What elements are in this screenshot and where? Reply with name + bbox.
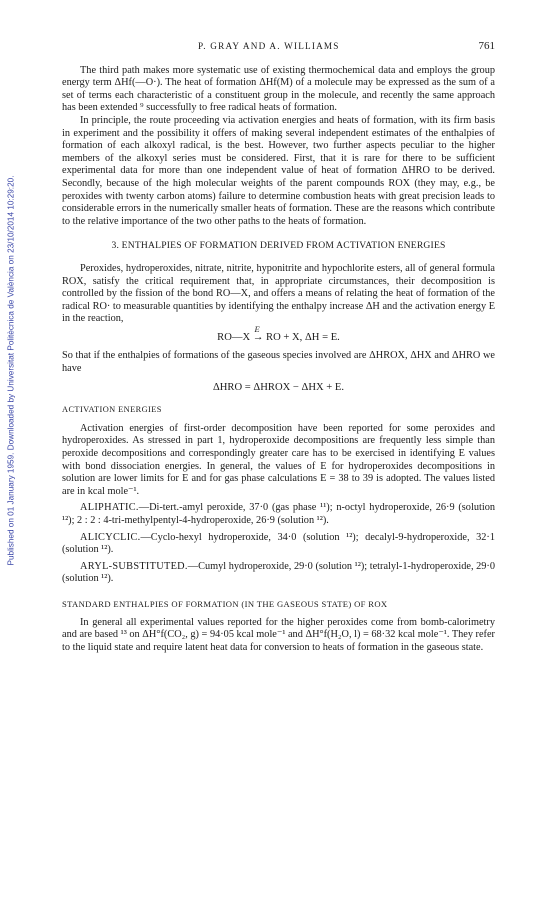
paragraph-activation-energies: Activation energies of first-order decomposition have been reported for some peroxides and hydroperoxides. As stressed in part 1, hydroperoxide decompositions are frequently less simple than peroxide decompositions and correspondingly greater care has to be exercised in identifying E values with bond dissociation energies. In general, the values of E for hydroperoxides decompositions in solution are lower limits for E and for gas phase calculations E = 38 to 39 is adopted. The values listed are in kcal mole⁻¹. bbox=[62, 422, 495, 497]
list-item-alicyclic bbox=[62, 532, 495, 557]
page-header bbox=[62, 40, 495, 53]
running-head: P. GRAY AND A. WILLIAMS bbox=[198, 41, 340, 51]
list-item-aryl bbox=[62, 561, 495, 586]
list-item-label: ALICYCLIC. bbox=[80, 531, 141, 543]
page-content bbox=[62, 40, 495, 654]
equation-arrow-label: E bbox=[254, 323, 260, 334]
equation-bond-fission bbox=[62, 323, 495, 345]
subheading-activation-energies: ACTIVATION ENERGIES bbox=[62, 405, 162, 415]
download-notice bbox=[4, 120, 18, 620]
equation-text: ΔHRO = ΔHROX − ΔHX + E. bbox=[212, 381, 345, 393]
paragraph-route-comparison: In principle, the route proceeding via activation energies and heats of formation, with its firm basis in experiment and the possibility it offers of making several independent estimates of the enthalpies of formation of each alkoxyl radical, is the best. However, two further aspects peculiar to the higher members of the alkoxyl series must be considered. First, that it is rare for there to be sufficient experimental data for more than one independent value of heat of formation ΔHRO to be derived. Secondly, because of the high molecular weights of the parent compounds ROX (they may, e.g., be peroxides with twenty carbon atoms) failure to determine combustion heats with great precision leads to considerable errors in the numerically smaller heats of formation. These are the reasons which contribute to the relative importance of the two other paths to the heats of formation. bbox=[62, 114, 495, 227]
list-item-text: —Di-tert.-amyl peroxide, 37·0 (gas phase ¹¹); n-octyl hydroperoxide, 26·9 (solution ¹²); 2 : 2 : 4-tri-methylpentyl-4-hydroperoxide, 26·9 (solution ¹²). bbox=[62, 502, 495, 526]
list-item-text: —Cumyl hydroperoxide, 29·0 (solution ¹²); tetralyl-1-hydroperoxide, 29·0 (solution ¹²). bbox=[62, 560, 495, 585]
equation-heat-of-formation bbox=[62, 382, 495, 395]
paragraph-group-energy: The third path makes more systematic use of existing thermochemical data and employs the group energy term ΔHf(—O·). The heat of formation ΔHf(M) of a molecule may be expressed as the sum of a set of terms each characteristic of a constituent group in the molecule, and recently the same approach has been extended ⁹ successfully to free radical heats of formation. bbox=[62, 64, 495, 114]
list-item-label: ALIPHATIC. bbox=[80, 502, 139, 514]
equation-text: RO—X → RO + X, ΔH = E. bbox=[217, 331, 340, 343]
download-notice-text: Published on 01 January 1959. Downloaded by Universitat Politècnica de València on 23/10/2014 10:29:20. bbox=[6, 175, 16, 565]
page-number: 761 bbox=[478, 40, 495, 52]
paragraph-rox-compounds: Peroxides, hydroperoxides, nitrate, nitrite, hyponitrite and hypochlorite esters, all of general formula ROX, satisfy the critical requirement that, in appropriate circumstances, their decomposition is controlled by the fission of the bond RO—X, and offers a means of relating the heat of formation of the radical RO· to measurable quantities by identifying the enthalpy increase ΔH and the activation energy E in the reaction, bbox=[62, 262, 495, 325]
list-item-aliphatic bbox=[62, 502, 495, 527]
section-heading: 3. ENTHALPIES OF FORMATION DERIVED FROM ACTIVATION ENERGIES bbox=[111, 240, 446, 252]
paragraph-enthalpies: So that if the enthalpies of formations of the gaseous species involved are ΔHROX, ΔHX and ΔHRO we have bbox=[62, 350, 495, 375]
list-item-text: —Cyclo-hexyl hydroperoxide, 34·0 (solution ¹²); decalyl-9-hydroperoxide, 32·1 (solution ¹²). bbox=[62, 531, 495, 556]
paragraph-bomb-calorimetry: In general all experimental values reported for the higher peroxides come from bomb-calorimetry and are based ¹³ on ΔH°f(CO₂, g) = 94·05 kcal mole⁻¹ and ΔH°f(H₂O, l) = 68·32 kcal mole⁻¹. They refer to the liquid state and require latent heat data for conversion to heats of formation in the gaseous state. bbox=[62, 616, 495, 653]
list-item-label: ARYL-SUBSTITUTED. bbox=[80, 560, 188, 572]
subheading-standard-enthalpies: STANDARD ENTHALPIES OF FORMATION (IN THE GASEOUS STATE) OF ROX bbox=[62, 598, 388, 609]
